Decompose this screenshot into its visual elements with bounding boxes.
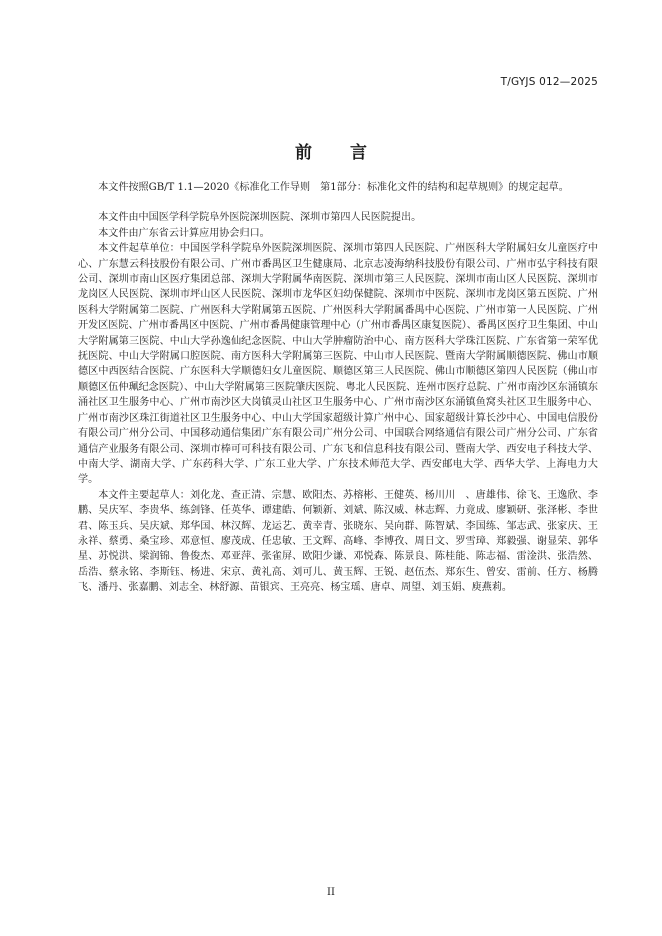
paragraph-drafting-units: 本文件起草单位：中国医学科学院阜外医院深圳医院、深圳市第四人民医院、广州医科大学附属妇女儿童医疗中心、广东慧云科技股份有限公司、广州市番禺区卫生健康局、北京志凌海纳科技股份有限公司、广州市弘宇科技有限公司、深圳市南山区医疗集团总部、深圳大学附属华南医院、深圳市第三人民医院、深圳市南山区人民医院、深圳市龙岗区人民医院、深圳市坪山区人民医院、深圳市龙华区妇幼保健院、深圳市中医院、深圳市龙岗区第五医院、广州医科大学附属第二医院、广州医科大学附属第五医院、广州医科大学附属番禺中心医院、广州市第一人民医院、广州开发区医院、广州市番禺区中医院、广州市番禺健康管理中心（广州市番禺区康复医院）、番禺区医疗卫生集团、中山大学附属第三医院、中山大学孙逸仙纪念医院、中山大学肿瘤防治中心、南方医科大学珠江医院、广东省第一荣军优抚医院、中山大学附属口腔医院、南方医科大学附属第三医院、中山市人民医院、暨南大学附属顺德医院、佛山市顺德区中西医结合医院、广东医科大学顺德妇女儿童医院、顺德区第三人民医院、佛山市顺德区第四人民医院（佛山市顺德区伍仲珮纪念医院）、中山大学附属第三医院肇庆医院、粤北人民医院、连州市医疗总院、广州市南沙区东涌镇东涌社区卫生服务中心、广州市南沙区大岗镇灵山社区卫生服务中心、广州市南沙区东涌镇鱼窝头社区卫生服务中心、广州市南沙区珠江街道社区卫生服务中心、中山大学国家超级计算广州中心、国家超级计算长沙中心、中国电信股份有限公司广州分公司、中国移动通信集团广东有限公司广州分公司、中国联合网络通信有限公司广州分公司、广东省通信产业服务有限公司、深圳市棒可可科技有限公司、广东飞和信息科技有限公司、暨南大学、西安电子科技大学、中南大学、湖南大学、广东药科大学、广东工业大学、广东技术师范大学、西安邮电大学、西华大学、上海电力大学。 — [78, 243, 598, 486]
paragraph-drafting-rules: 本文件按照GB/T 1.1—2020《标准化工作导则 第1部分：标准化文件的结构和起草规则》的规定起草。 — [98, 182, 569, 193]
document-code: T/GYJS 012—2025 — [500, 76, 598, 88]
section-title: 前 言 — [295, 143, 383, 163]
paragraph-drafters: 本文件主要起草人：刘化龙、查正清、宗慧、欧阳杰、苏榕彬、王健英、杨川川 、唐雄伟、徐飞、王逸欣、李鹏、吴庆军、李贵华、练剑锋、任英华、谭建皓、何颖新、刘斌、陈汉威、林志辉、力竟成、廖颖研、张泽彬、李世君、陈玉兵、吴庆斌、郑华国、林汉辉、龙运艺、黄幸青、张晓东、吴向群、陈智斌、李国练、邹志武、张家庆、王永祥、蔡勇、桑宝珍、邓意恒、廖茂成、任忠敏、王文辉、高峰、李博孜、周日文、罗雪璋、郑毅强、谢显荣、郭华星、苏悦洪、梁润锦、鲁俊杰、邓亚萍、张雀屏、欧阳少谦、邓悦森、陈景良、陈桂能、陈志福、雷淦洪、张浩然、岳浩、蔡永铭、李斯钰、杨进、宋京、黄礼高、刘可儿、黄玉辉、王锐、赵伍杰、郑东生、曾安、雷前、任方、杨腾飞、潘丹、张嘉鹏、刘志全、林舒源、苗银宾、王亮亮、杨宝瑶、唐卓、周望、刘玉娟、庾燕莉。 — [78, 489, 598, 594]
paragraph-administrator: 本文件由广东省云计算应用协会归口。 — [98, 227, 270, 239]
paragraph-gap — [78, 195, 598, 210]
document-body — [78, 180, 598, 596]
paragraph-proposer: 本文件由中国医学科学院阜外医院深圳医院、深圳市第四人民医院提出。 — [98, 212, 422, 224]
page-number: II — [327, 887, 335, 898]
